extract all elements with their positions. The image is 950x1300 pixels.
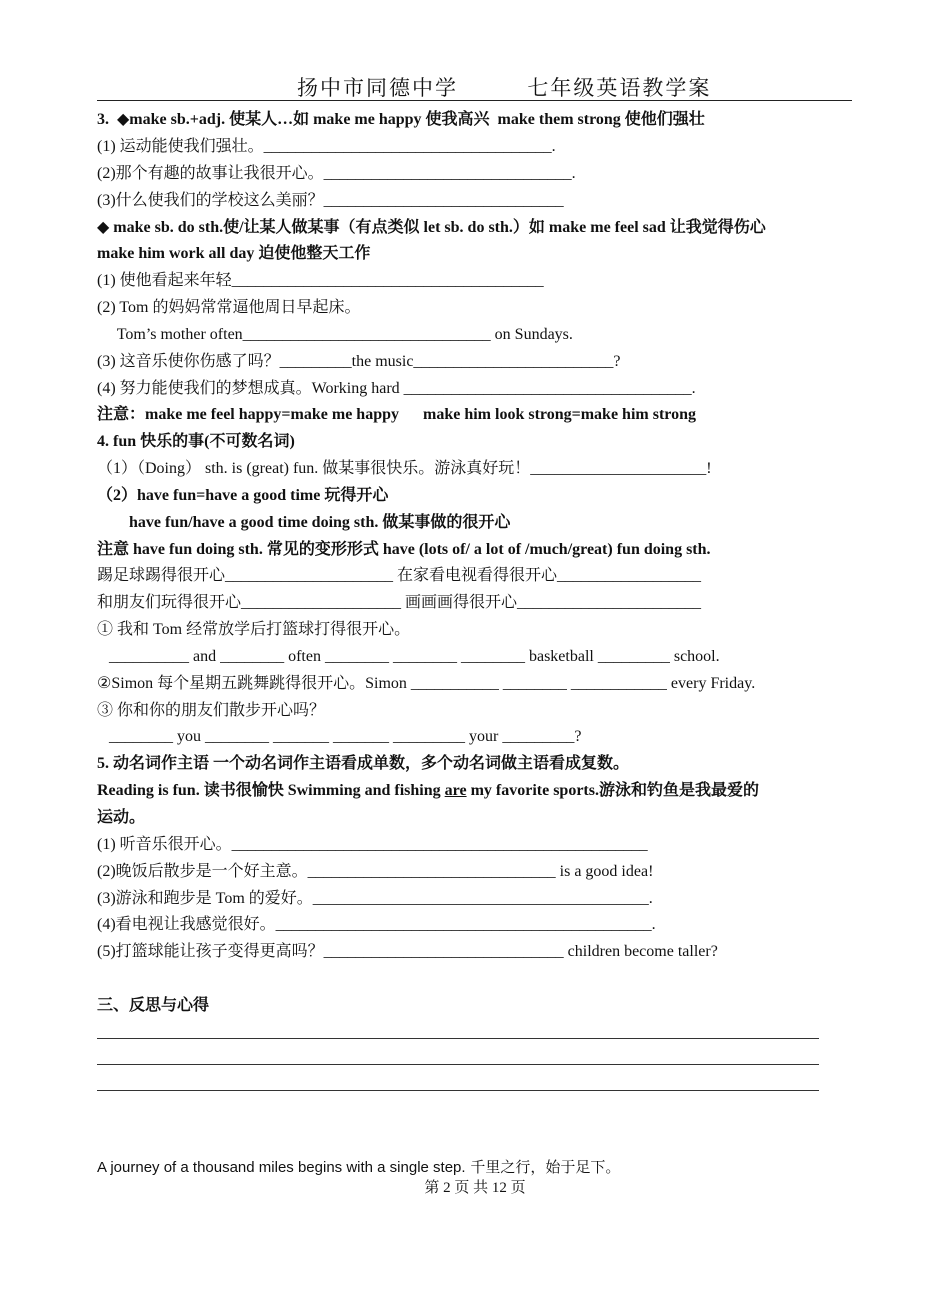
exercise-line: (3)游泳和跑步是 Tom 的爱好。__________________________________________. bbox=[97, 890, 653, 907]
exercise-line: (4)看电视让我感觉很好。_______________________________________________. bbox=[97, 916, 656, 933]
example-part: Reading is fun. 读书很愉快 Swimming and fishing bbox=[97, 782, 445, 799]
exercise-line: (1) 听音乐很开心。____________________________________________________ bbox=[97, 836, 648, 853]
example-line bbox=[97, 781, 759, 801]
exercise-line: (3)什么使我们的学校这么美丽？______________________________ bbox=[97, 192, 564, 209]
exercise-line: (4) 努力能使我们的梦想成真。Working hard ____________________________________. bbox=[97, 380, 696, 397]
underlined-verb: are bbox=[444, 782, 467, 799]
page-header bbox=[97, 70, 852, 101]
exercise-line: (2)晚饭后散步是一个好主意。_______________________________ is a good idea! bbox=[97, 863, 654, 880]
grammar-rule: make him work all day 迫使他整天工作 bbox=[97, 245, 371, 262]
quote-english: A journey of a thousand miles begins with a single step. bbox=[97, 1159, 466, 1176]
example-line: 运动。 bbox=[97, 809, 146, 826]
exercise-line: ②Simon 每个星期五跳舞跳得很开心。Simon ___________ ________ ____________ every Friday. bbox=[97, 675, 756, 692]
exercise-line: (2)那个有趣的故事让我很开心。_______________________________. bbox=[97, 165, 576, 182]
exercise-line: ③ 你和你的朋友们散步开心吗？ bbox=[97, 702, 326, 719]
exercise-line: (2) Tom 的妈妈常常逼他周日早起床。 bbox=[97, 299, 361, 316]
exercise-line: (1) 使他看起来年轻_______________________________________ bbox=[97, 272, 544, 289]
note-line: 注意：make me feel happy=make me happy make him look strong=make him strong bbox=[97, 406, 696, 423]
answer-line bbox=[97, 1064, 819, 1065]
exercise-line: (5)打篮球能让孩子变得更高吗？______________________________ children become taller? bbox=[97, 943, 718, 960]
reflection-heading: 三、反思与心得 bbox=[97, 997, 210, 1014]
section-3-heading: 3. ◆make sb.+adj. 使某人…如 make me happy 使我高兴 make them strong 使他们强壮 bbox=[97, 111, 705, 128]
exercise-line: ________ you ________ _______ _______ _________ your _________? bbox=[97, 728, 582, 745]
section-5-heading: 5. 动名词作主语 一个动名词作主语看成单数，多个动名词做主语看成复数。 bbox=[97, 755, 630, 772]
school-title: 扬中市同德中学 七年级英语教学案 bbox=[297, 76, 712, 100]
exercise-line: (1) 运动能使我们强壮。____________________________________. bbox=[97, 138, 556, 155]
exercise-line: 和朋友们玩得很开心____________________ 画画画得很开心_______________________ bbox=[97, 594, 702, 611]
answer-line bbox=[97, 1090, 819, 1091]
grammar-rule: （1）（Doing） sth. is (great) fun. 做某事很快乐。游泳真好玩！______________________! bbox=[97, 460, 712, 477]
grammar-rule: ◆ make sb. do sth.使/让某人做某事（有点类似 let sb. do sth.）如 make me feel sad 让我觉得伤心 bbox=[97, 219, 766, 236]
grammar-rule: （2）have fun=have a good time 玩得开心 bbox=[97, 487, 389, 504]
exercise-line: 踢足球踢得很开心_____________________ 在家看电视看得很开心__________________ bbox=[97, 567, 702, 584]
note-line: 注意 have fun doing sth. 常见的变形形式 have (lots of/ a lot of /much/great) fun doing sth. bbox=[97, 541, 711, 558]
quote-chinese: 千里之行，始于足下。 bbox=[465, 1158, 621, 1176]
footer-quote bbox=[97, 1156, 620, 1177]
exercise-line: Tom’s mother often_______________________________ on Sundays. bbox=[97, 326, 573, 343]
exercise-line: (3) 这音乐使你伤感了吗？_________the music_________________________? bbox=[97, 353, 621, 370]
example-part: my favorite sports.游泳和钓鱼是我最爱的 bbox=[466, 782, 759, 799]
exercise-line: __________ and ________ often ________ ________ ________ basketball _________ school. bbox=[97, 648, 720, 665]
section-4-heading: 4. fun 快乐的事(不可数名词) bbox=[97, 433, 295, 450]
grammar-rule: have fun/have a good time doing sth. 做某事做的很开心 bbox=[97, 514, 511, 531]
answer-line bbox=[97, 1038, 819, 1039]
page-number: 第 2 页 共 12 页 bbox=[424, 1180, 526, 1196]
exercise-line: ① 我和 Tom 经常放学后打篮球打得很开心。 bbox=[97, 621, 411, 638]
